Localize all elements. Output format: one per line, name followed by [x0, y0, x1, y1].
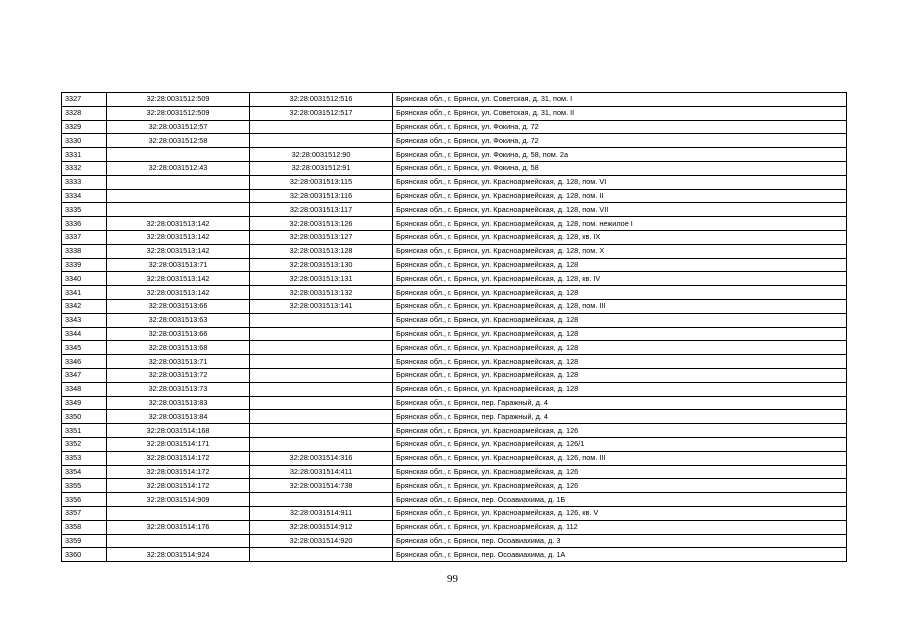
- table-row: [62, 451, 847, 465]
- object-number-cell: 32:28:0031512:516: [250, 93, 393, 107]
- address-cell: Брянская обл., г. Брянск, пер. Осоавиахима, д. 1А: [393, 548, 847, 562]
- parcel-number-cell: 32:28:0031514:172: [107, 479, 250, 493]
- parcel-number-cell: 32:28:0031514:172: [107, 451, 250, 465]
- object-number-cell: 32:28:0031514:738: [250, 479, 393, 493]
- parcel-number-cell: 32:28:0031513:71: [107, 355, 250, 369]
- address-cell: Брянская обл., г. Брянск, ул. Красноармейская, д. 128, пом. VII: [393, 203, 847, 217]
- parcel-number-cell: 32:28:0031512:57: [107, 120, 250, 134]
- row-number-cell: 3360: [62, 548, 107, 562]
- property-table: [61, 92, 847, 562]
- address-cell: Брянская обл., г. Брянск, ул. Красноармейская, д. 126: [393, 479, 847, 493]
- parcel-number-cell: 32:28:0031513:83: [107, 396, 250, 410]
- object-number-cell: 32:28:0031513:115: [250, 175, 393, 189]
- object-number-cell: 32:28:0031513:116: [250, 189, 393, 203]
- address-cell: Брянская обл., г. Брянск, ул. Красноармейская, д. 128, пом. III: [393, 299, 847, 313]
- table-row: [62, 203, 847, 217]
- address-cell: Брянская обл., г. Брянск, пер. Гаражный, д. 4: [393, 396, 847, 410]
- row-number-cell: 3359: [62, 534, 107, 548]
- parcel-number-cell: 32:28:0031513:73: [107, 382, 250, 396]
- row-number-cell: 3339: [62, 258, 107, 272]
- parcel-number-cell: 32:28:0031513:84: [107, 410, 250, 424]
- table-row: [62, 217, 847, 231]
- table-row: [62, 313, 847, 327]
- address-cell: Брянская обл., г. Брянск, ул. Красноармейская, д. 128: [393, 355, 847, 369]
- object-number-cell: [250, 396, 393, 410]
- parcel-number-cell: 32:28:0031512:509: [107, 106, 250, 120]
- table-row: [62, 327, 847, 341]
- table-row: [62, 299, 847, 313]
- table-row: [62, 424, 847, 438]
- object-number-cell: 32:28:0031514:316: [250, 451, 393, 465]
- address-cell: Брянская обл., г. Брянск, ул. Красноармейская, д. 128, кв. IV: [393, 272, 847, 286]
- parcel-number-cell: 32:28:0031513:72: [107, 368, 250, 382]
- row-number-cell: 3352: [62, 437, 107, 451]
- object-number-cell: [250, 327, 393, 341]
- table-row: [62, 161, 847, 175]
- parcel-number-cell: 32:28:0031514:909: [107, 493, 250, 507]
- table-row: [62, 548, 847, 562]
- parcel-number-cell: 32:28:0031513:142: [107, 244, 250, 258]
- address-cell: Брянская обл., г. Брянск, пер. Гаражный, д. 4: [393, 410, 847, 424]
- row-number-cell: 3345: [62, 341, 107, 355]
- row-number-cell: 3354: [62, 465, 107, 479]
- parcel-number-cell: 32:28:0031512:509: [107, 93, 250, 107]
- row-number-cell: 3336: [62, 217, 107, 231]
- object-number-cell: 32:28:0031513:131: [250, 272, 393, 286]
- parcel-number-cell: 32:28:0031513:142: [107, 272, 250, 286]
- row-number-cell: 3347: [62, 368, 107, 382]
- object-number-cell: [250, 410, 393, 424]
- row-number-cell: 3338: [62, 244, 107, 258]
- row-number-cell: 3331: [62, 148, 107, 162]
- address-cell: Брянская обл., г. Брянск, ул. Красноармейская, д. 126/1: [393, 437, 847, 451]
- table-row: [62, 396, 847, 410]
- object-number-cell: 32:28:0031512:517: [250, 106, 393, 120]
- row-number-cell: 3343: [62, 313, 107, 327]
- table-row: [62, 175, 847, 189]
- address-cell: Брянская обл., г. Брянск, ул. Советская, д. 31, пом. I: [393, 93, 847, 107]
- address-cell: Брянская обл., г. Брянск, ул. Красноармейская, д. 128, пом. X: [393, 244, 847, 258]
- parcel-number-cell: 32:28:0031512:58: [107, 134, 250, 148]
- row-number-cell: 3329: [62, 120, 107, 134]
- parcel-number-cell: 32:28:0031513:142: [107, 217, 250, 231]
- parcel-number-cell: 32:28:0031514:924: [107, 548, 250, 562]
- object-number-cell: [250, 368, 393, 382]
- object-number-cell: 32:28:0031514:912: [250, 520, 393, 534]
- address-cell: Брянская обл., г. Брянск, ул. Красноармейская, д. 128: [393, 341, 847, 355]
- address-cell: Брянская обл., г. Брянск, ул. Красноармейская, д. 126: [393, 465, 847, 479]
- address-cell: Брянская обл., г. Брянск, ул. Красноармейская, д. 112: [393, 520, 847, 534]
- address-cell: Брянская обл., г. Брянск, ул. Красноармейская, д. 126, пом. III: [393, 451, 847, 465]
- table-row: [62, 120, 847, 134]
- parcel-number-cell: 32:28:0031513:66: [107, 299, 250, 313]
- table-row: [62, 355, 847, 369]
- page-number: 99: [447, 573, 458, 585]
- row-number-cell: 3335: [62, 203, 107, 217]
- table-row: [62, 230, 847, 244]
- table-row: [62, 106, 847, 120]
- row-number-cell: 3350: [62, 410, 107, 424]
- parcel-number-cell: [107, 534, 250, 548]
- table-row: [62, 437, 847, 451]
- object-number-cell: [250, 493, 393, 507]
- address-cell: Брянская обл., г. Брянск, ул. Красноармейская, д. 126: [393, 424, 847, 438]
- address-cell: Брянская обл., г. Брянск, ул. Красноармейская, д. 128, пом. VI: [393, 175, 847, 189]
- table-row: [62, 520, 847, 534]
- property-table-body: [62, 93, 847, 562]
- address-cell: Брянская обл., г. Брянск, пер. Осоавиахима, д. 3: [393, 534, 847, 548]
- address-cell: Брянская обл., г. Брянск, ул. Красноармейская, д. 128: [393, 327, 847, 341]
- row-number-cell: 3357: [62, 506, 107, 520]
- row-number-cell: 3356: [62, 493, 107, 507]
- object-number-cell: 32:28:0031514:411: [250, 465, 393, 479]
- object-number-cell: 32:28:0031514:920: [250, 534, 393, 548]
- object-number-cell: 32:28:0031513:127: [250, 230, 393, 244]
- row-number-cell: 3333: [62, 175, 107, 189]
- object-number-cell: 32:28:0031512:91: [250, 161, 393, 175]
- table-row: [62, 134, 847, 148]
- parcel-number-cell: [107, 203, 250, 217]
- row-number-cell: 3351: [62, 424, 107, 438]
- table-row: [62, 286, 847, 300]
- object-number-cell: 32:28:0031513:128: [250, 244, 393, 258]
- address-cell: Брянская обл., г. Брянск, ул. Красноармейская, д. 128: [393, 313, 847, 327]
- table-row: [62, 368, 847, 382]
- parcel-number-cell: 32:28:0031513:142: [107, 230, 250, 244]
- table-row: [62, 258, 847, 272]
- object-number-cell: 32:28:0031513:132: [250, 286, 393, 300]
- address-cell: Брянская обл., г. Брянск, ул. Фокина, д. 58: [393, 161, 847, 175]
- row-number-cell: 3330: [62, 134, 107, 148]
- parcel-number-cell: [107, 189, 250, 203]
- address-cell: Брянская обл., г. Брянск, ул. Красноармейская, д. 128: [393, 286, 847, 300]
- parcel-number-cell: 32:28:0031514:171: [107, 437, 250, 451]
- object-number-cell: [250, 313, 393, 327]
- object-number-cell: [250, 134, 393, 148]
- object-number-cell: 32:28:0031513:117: [250, 203, 393, 217]
- object-number-cell: [250, 355, 393, 369]
- row-number-cell: 3342: [62, 299, 107, 313]
- object-number-cell: [250, 120, 393, 134]
- object-number-cell: 32:28:0031513:130: [250, 258, 393, 272]
- object-number-cell: 32:28:0031514:911: [250, 506, 393, 520]
- parcel-number-cell: 32:28:0031513:68: [107, 341, 250, 355]
- row-number-cell: 3328: [62, 106, 107, 120]
- object-number-cell: 32:28:0031512:90: [250, 148, 393, 162]
- row-number-cell: 3355: [62, 479, 107, 493]
- address-cell: Брянская обл., г. Брянск, ул. Красноармейская, д. 128, пом. нежилое I: [393, 217, 847, 231]
- object-number-cell: [250, 437, 393, 451]
- row-number-cell: 3327: [62, 93, 107, 107]
- row-number-cell: 3344: [62, 327, 107, 341]
- object-number-cell: [250, 548, 393, 562]
- table-row: [62, 272, 847, 286]
- address-cell: Брянская обл., г. Брянск, ул. Красноармейская, д. 128: [393, 368, 847, 382]
- address-cell: Брянская обл., г. Брянск, ул. Советская, д. 31, пом. II: [393, 106, 847, 120]
- parcel-number-cell: 32:28:0031513:142: [107, 286, 250, 300]
- table-row: [62, 244, 847, 258]
- parcel-number-cell: [107, 506, 250, 520]
- row-number-cell: 3346: [62, 355, 107, 369]
- row-number-cell: 3337: [62, 230, 107, 244]
- address-cell: Брянская обл., г. Брянск, ул. Красноармейская, д. 128: [393, 382, 847, 396]
- address-cell: Брянская обл., г. Брянск, ул. Красноармейская, д. 128: [393, 258, 847, 272]
- table-row: [62, 410, 847, 424]
- table-row: [62, 479, 847, 493]
- parcel-number-cell: 32:28:0031514:172: [107, 465, 250, 479]
- table-row: [62, 148, 847, 162]
- table-row: [62, 93, 847, 107]
- parcel-number-cell: 32:28:0031513:66: [107, 327, 250, 341]
- table-row: [62, 341, 847, 355]
- table-row: [62, 465, 847, 479]
- address-cell: Брянская обл., г. Брянск, ул. Красноармейская, д. 128, пом. II: [393, 189, 847, 203]
- parcel-number-cell: [107, 148, 250, 162]
- table-row: [62, 382, 847, 396]
- row-number-cell: 3332: [62, 161, 107, 175]
- address-cell: Брянская обл., г. Брянск, пер. Осоавиахима, д. 1Б: [393, 493, 847, 507]
- parcel-number-cell: 32:28:0031513:71: [107, 258, 250, 272]
- row-number-cell: 3353: [62, 451, 107, 465]
- address-cell: Брянская обл., г. Брянск, ул. Красноармейская, д. 128, кв. IX: [393, 230, 847, 244]
- row-number-cell: 3358: [62, 520, 107, 534]
- object-number-cell: [250, 341, 393, 355]
- table-row: [62, 189, 847, 203]
- parcel-number-cell: 32:28:0031514:168: [107, 424, 250, 438]
- row-number-cell: 3348: [62, 382, 107, 396]
- object-number-cell: 32:28:0031513:126: [250, 217, 393, 231]
- object-number-cell: [250, 424, 393, 438]
- parcel-number-cell: 32:28:0031512:43: [107, 161, 250, 175]
- address-cell: Брянская обл., г. Брянск, ул. Фокина, д. 72: [393, 134, 847, 148]
- row-number-cell: 3349: [62, 396, 107, 410]
- object-number-cell: 32:28:0031513:141: [250, 299, 393, 313]
- object-number-cell: [250, 382, 393, 396]
- row-number-cell: 3334: [62, 189, 107, 203]
- address-cell: Брянская обл., г. Брянск, ул. Фокина, д. 58, пом. 2а: [393, 148, 847, 162]
- row-number-cell: 3341: [62, 286, 107, 300]
- address-cell: Брянская обл., г. Брянск, ул. Красноармейская, д. 126, кв. V: [393, 506, 847, 520]
- table-row: [62, 506, 847, 520]
- parcel-number-cell: [107, 175, 250, 189]
- row-number-cell: 3340: [62, 272, 107, 286]
- table-row: [62, 534, 847, 548]
- address-cell: Брянская обл., г. Брянск, ул. Фокина, д. 72: [393, 120, 847, 134]
- parcel-number-cell: 32:28:0031513:63: [107, 313, 250, 327]
- table-row: [62, 493, 847, 507]
- parcel-number-cell: 32:28:0031514:176: [107, 520, 250, 534]
